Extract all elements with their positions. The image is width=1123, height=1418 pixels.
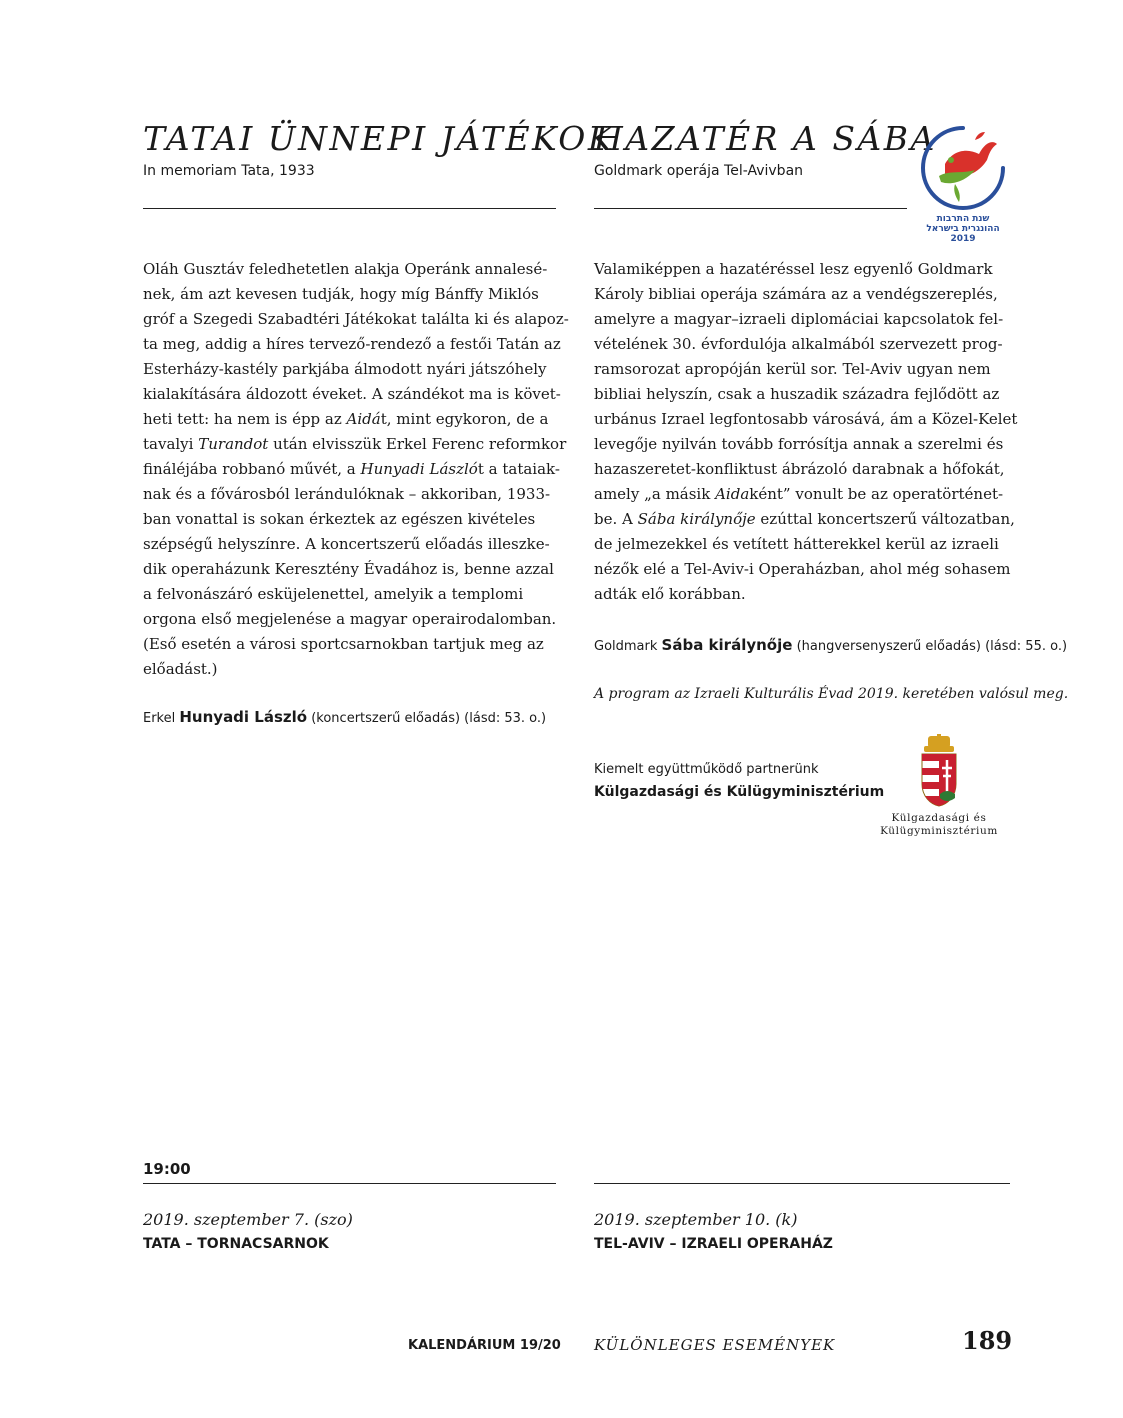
text-run: (Eső esetén a városi sportcsarnokban tartjuk meg az [143, 635, 544, 653]
left-body-line [143, 282, 558, 307]
left-body-line [143, 307, 569, 332]
ministry-name-line1: Külgazdasági és [891, 812, 987, 824]
left-header-rule [143, 208, 556, 209]
right-header-rule [594, 208, 907, 209]
right-body-line [594, 332, 1014, 357]
text-run: orgona első megjelenése a magyar operairodalomban. [143, 610, 557, 628]
text-run: bibliai helyszín, csak a huszadik századra fejlődött az [594, 385, 1000, 403]
text-run: amelyre a magyar–izraeli diplomáciai kapcsolatok fel- [594, 310, 1004, 328]
right-body [594, 257, 1018, 607]
cultural-year-logo-icon [915, 120, 1011, 210]
text-run: a felvonászáró esküjelenettel, amelyik a templomi [143, 585, 524, 603]
right-body-line [594, 532, 1014, 557]
text-run: be. A [594, 510, 638, 528]
text-run: előadást.) [143, 660, 218, 678]
text-run: hazaszeretet-konfliktust ábrázoló darabnak a hőfokát, [594, 460, 1005, 478]
right-body-line [594, 432, 1014, 457]
footer-section: KÜLÖNLEGES ESEMÉNYEK [594, 1336, 836, 1354]
text-run: t a tataiak- [477, 460, 560, 478]
left-body-line [143, 632, 558, 657]
italic-title: Sába királynője [637, 510, 756, 528]
text-run: de jelmezekkel és vetített hátterekkel kerül az izraeli [594, 535, 999, 553]
text-run: nek, ám azt kevesen tudják, hogy míg Bánffy Miklós [143, 285, 539, 303]
italic-title: Aidá [346, 410, 381, 428]
right-credit-composer: Goldmark [594, 639, 658, 654]
text-run: ramsorozat apropóján kerül sor. Tel-Aviv ugyan nem [594, 360, 991, 378]
left-credit-work: Hunyadi László [179, 708, 308, 726]
italic-title: Turandot [198, 435, 269, 453]
left-body-line [143, 507, 558, 532]
right-program-note: A program az Izraeli Kulturális Évad 2019. keretében valósul meg. [594, 686, 1069, 702]
left-body-line [143, 557, 558, 582]
left-body-line [143, 332, 561, 357]
right-body-line [594, 557, 1014, 582]
left-credit-detail: (koncertszerű előadás) (lásd: 53. o.) [311, 711, 547, 726]
left-body-line [143, 432, 567, 457]
text-run: urbánus Izrael legfontosabb városává, ám a Közel-Kelet [594, 410, 1018, 428]
right-body-line [594, 282, 1014, 307]
right-credit-work: Sába királynője [661, 636, 793, 654]
text-run: szépségű helyszínre. A koncertszerű előadás illeszke- [143, 535, 550, 553]
text-run: nézők elé a Tel-Aviv-i Operaházban, ahol még sohasem [594, 560, 1011, 578]
right-subtitle: Goldmark operája Tel-Avivban [594, 163, 804, 179]
left-body-line [143, 582, 558, 607]
right-body-line [594, 382, 1014, 407]
text-run: heti tett: ha nem is épp az [143, 410, 347, 428]
left-body-line [143, 657, 558, 682]
right-credit-detail: (hangversenyszerű előadás) (lásd: 55. o.) [796, 639, 1068, 654]
text-run: vételének 30. évfordulója alkalmából szervezett prog- [594, 335, 1003, 353]
text-run: Valamiképpen a hazatéréssel lesz egyenlő Goldmark [594, 260, 993, 278]
logo-hebrew-line2: ההונגרית בישראל [926, 224, 1000, 234]
right-title: HAZATÉR A SÁBA [594, 119, 937, 158]
right-credit [594, 636, 1067, 654]
partner-block [594, 759, 884, 803]
left-subtitle: In memoriam Tata, 1933 [143, 163, 315, 179]
text-run: ta meg, addig a híres tervező-rendező a festői Tatán az [143, 335, 561, 353]
italic-title: Aida [715, 485, 750, 503]
text-run: nak és a fővárosból lerándulóknak – akkoriban, 1933- [143, 485, 551, 503]
left-body-line [143, 532, 558, 557]
text-run: Oláh Gusztáv feledhetetlen alakja Operánk annalesé- [143, 260, 548, 278]
text-run: Károly bibliai operája számára az a vendégszereplés, [594, 285, 998, 303]
right-body-line [594, 482, 1014, 507]
partner-name: Külgazdasági és Külügyminisztérium [594, 784, 885, 800]
text-run: fináléjába robbanó művét, a [143, 460, 361, 478]
left-credit [143, 708, 546, 726]
text-run: adták elő korábban. [594, 585, 746, 603]
right-body-line [594, 307, 1014, 332]
right-body-line [594, 407, 1018, 432]
text-run: után elvisszük Erkel Ferenc reformkor [268, 435, 567, 453]
text-run: Esterházy-kastély parkjába álmodott nyári játszóhely [143, 360, 547, 378]
text-run: amely „a másik [594, 485, 716, 503]
ministry-crest [864, 734, 1014, 838]
italic-title: Hunyadi László [360, 460, 478, 478]
right-date: 2019. szeptember 10. (k) [594, 1210, 798, 1229]
right-body-line [594, 507, 1014, 532]
logo-hebrew-line1: שנת התרבות [936, 214, 990, 224]
hungarian-coat-of-arms-icon [864, 734, 1014, 808]
left-body-line [143, 607, 558, 632]
text-run: ként” vonult be az operatörténet- [749, 485, 1004, 503]
text-run: tavalyi [143, 435, 199, 453]
left-body-paragraph [143, 257, 569, 682]
text-run: gróf a Szegedi Szabadtéri Játékokat találta ki és alapoz- [143, 310, 569, 328]
text-run: dik operaházunk Keresztény Évadához is, benne azzal [143, 560, 554, 578]
left-body-line [143, 457, 558, 482]
left-body-line [143, 482, 558, 507]
left-date: 2019. szeptember 7. (szo) [143, 1210, 353, 1229]
page-number: 189 [962, 1326, 1013, 1355]
left-body-line [143, 357, 558, 382]
text-run: ezúttal koncertszerű változatban, [755, 510, 1015, 528]
right-body-line [594, 457, 1014, 482]
right-footer-rule [594, 1183, 1010, 1184]
left-title: TATAI ÜNNEPI JÁTÉKOK [143, 119, 616, 158]
right-body-line [594, 257, 1014, 282]
right-venue: TEL-AVIV – IZRAELI OPERAHÁZ [594, 1236, 833, 1252]
ministry-name-line2: Külügyminisztérium [880, 825, 998, 837]
left-footer-rule [143, 1183, 556, 1184]
text-run: ban vonattal is sokan érkeztek az egészen kivételes [143, 510, 536, 528]
right-body-paragraph [594, 257, 1018, 607]
left-body-line [143, 257, 558, 282]
left-credit-composer: Erkel [143, 711, 176, 726]
left-body [143, 257, 569, 682]
left-venue: TATA – TORNACSARNOK [143, 1236, 329, 1252]
logo-year: 2019 [950, 234, 976, 244]
right-body-line [594, 582, 1014, 607]
left-time: 19:00 [143, 1160, 191, 1178]
partner-label: Kiemelt együttműködő partnerünk [594, 762, 819, 777]
cultural-year-logo [915, 120, 1011, 245]
text-run: t, mint egykoron, de a [380, 410, 549, 428]
footer-publication: KALENDÁRIUM 19/20 [408, 1338, 561, 1353]
text-run: levegője nyilván tovább forrósítja annak a szerelmi és [594, 435, 1004, 453]
right-body-line [594, 357, 1014, 382]
left-body-line [143, 382, 561, 407]
text-run: kialakítására áldozott éveket. A szándékot ma is követ- [143, 385, 561, 403]
left-body-line [143, 407, 558, 432]
